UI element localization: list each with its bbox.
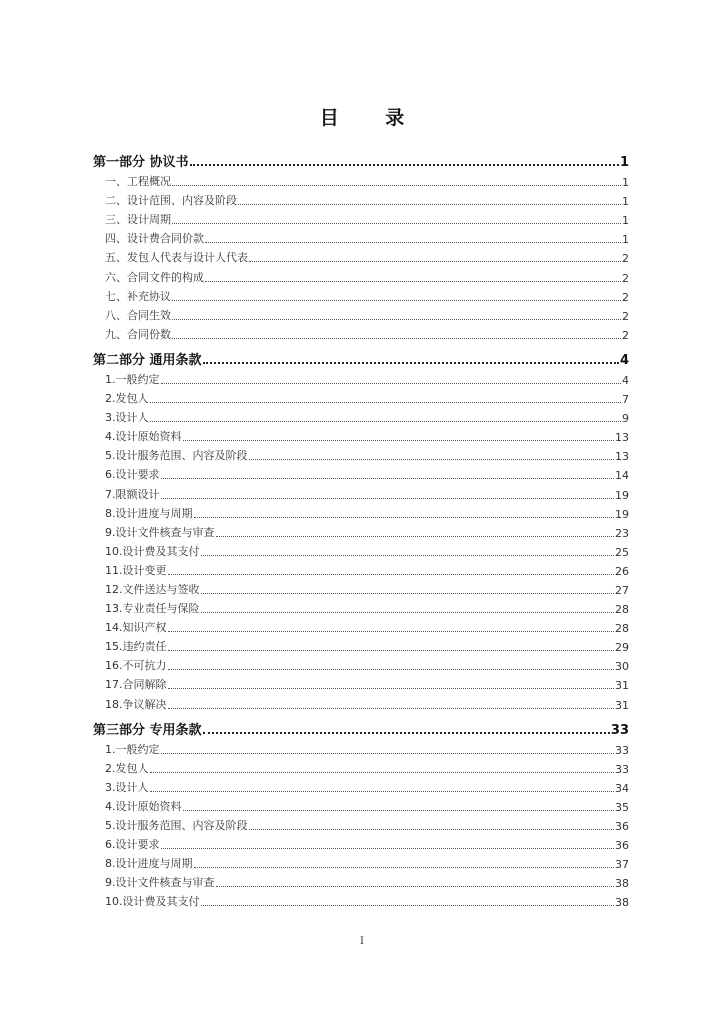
toc-page-number: 35	[615, 800, 629, 814]
toc-entry[interactable]	[93, 482, 629, 501]
toc-entry-label: 8.设计进度与周期	[105, 857, 193, 871]
toc-entry[interactable]	[93, 795, 629, 814]
toc-entry-label: 9.设计文件核查与审查	[105, 876, 215, 890]
toc-page-number: 31	[615, 698, 629, 712]
toc-page-number: 1	[622, 176, 629, 190]
toc-page-number: 26	[615, 564, 629, 578]
toc-entry[interactable]	[93, 387, 629, 406]
toc-entry-label: 9.设计文件核查与审查	[105, 525, 215, 539]
toc-page-number: 4	[619, 352, 629, 368]
toc-entry-label: 4.设计原始资料	[105, 799, 182, 813]
toc-leader-dots	[172, 223, 621, 224]
toc-leader-dots	[150, 791, 615, 792]
toc-entry-label: 10.设计费及其支付	[105, 544, 200, 558]
toc-leader-dots	[205, 281, 621, 282]
toc-entry[interactable]	[93, 852, 629, 871]
toc-entry[interactable]	[93, 738, 629, 757]
toc-entry-label: 2.发包人	[105, 392, 149, 406]
toc-entry[interactable]	[93, 890, 629, 909]
toc-leader-dots	[168, 631, 615, 632]
toc-entry[interactable]	[93, 227, 629, 246]
toc-entry[interactable]	[93, 265, 629, 284]
toc-entry[interactable]	[93, 559, 629, 578]
page-title: 目 录	[319, 107, 425, 129]
toc-entry-label: 九、合同份数	[105, 327, 171, 341]
toc-page-number: 19	[615, 507, 629, 521]
toc-page-number: 2	[622, 252, 629, 266]
toc-page-number: 9	[622, 412, 629, 426]
toc-leader-dots	[183, 440, 615, 441]
toc-leader-dots	[150, 402, 622, 403]
toc-leader-dots	[172, 185, 621, 186]
toc-entry[interactable]	[93, 578, 629, 597]
toc-entry[interactable]	[93, 189, 629, 208]
toc-leader-dots	[161, 848, 615, 849]
toc-entry-label: 三、设计周期	[105, 213, 171, 227]
toc-leader-dots	[161, 498, 615, 499]
toc-entry[interactable]	[93, 502, 629, 521]
toc-entry[interactable]	[93, 833, 629, 852]
toc-entry[interactable]	[93, 246, 629, 265]
toc-page-number: 38	[615, 896, 629, 910]
toc-leader-dots	[161, 753, 615, 754]
toc-leader-dots	[172, 300, 621, 301]
toc-page-number: 14	[615, 469, 629, 483]
toc-page-number: 2	[622, 328, 629, 342]
toc-page-number: 36	[615, 839, 629, 853]
toc-page-number: 23	[615, 526, 629, 540]
toc-page-number: 38	[615, 877, 629, 891]
toc-leader-dots	[172, 319, 621, 320]
toc-entry-label: 13.专业责任与保险	[105, 602, 200, 616]
toc-entry[interactable]	[93, 871, 629, 890]
toc-entry-label: 15.违约责任	[105, 640, 167, 654]
toc-page-number: 33	[615, 762, 629, 776]
toc-leader-dots	[168, 650, 615, 651]
toc-entry[interactable]	[93, 635, 629, 654]
toc-entry-label: 八、合同生效	[105, 308, 171, 322]
toc-leader-dots	[205, 242, 621, 243]
toc-page-number: 1	[622, 214, 629, 228]
toc-leader-dots	[168, 688, 615, 689]
toc-entry-label: 五、发包人代表与设计人代表	[105, 251, 248, 265]
toc-page-number: 7	[622, 393, 629, 407]
toc-entry-label: 1.一般约定	[105, 742, 160, 756]
toc-entry[interactable]	[93, 208, 629, 227]
table-of-contents	[93, 146, 629, 909]
toc-leader-dots	[249, 261, 621, 262]
toc-leader-dots	[168, 574, 615, 575]
toc-leader-dots	[168, 669, 615, 670]
toc-entry[interactable]	[93, 654, 629, 673]
toc-leader-dots	[201, 593, 615, 594]
toc-leader-dots	[201, 555, 615, 556]
toc-leader-dots	[194, 867, 615, 868]
toc-entry[interactable]	[93, 170, 629, 189]
toc-entry[interactable]	[93, 521, 629, 540]
toc-page-number: 19	[615, 488, 629, 502]
toc-entry[interactable]	[93, 444, 629, 463]
toc-entry-label: 11.设计变更	[105, 563, 167, 577]
toc-page-number: 28	[615, 622, 629, 636]
toc-leader-dots	[150, 772, 615, 773]
toc-page-number: 1	[622, 195, 629, 209]
toc-entry-label: 2.发包人	[105, 761, 149, 775]
toc-entry[interactable]	[93, 616, 629, 635]
toc-leader-dots	[249, 459, 615, 460]
toc-entry-label: 七、补充协议	[105, 289, 171, 303]
toc-section-heading[interactable]	[93, 714, 629, 738]
toc-entry[interactable]	[93, 323, 629, 342]
toc-entry[interactable]	[93, 673, 629, 692]
toc-page-number: 33	[610, 722, 629, 738]
toc-leader-dots	[161, 383, 622, 384]
toc-leader-dots	[203, 732, 610, 734]
toc-entry[interactable]	[93, 463, 629, 482]
toc-page-number: 30	[615, 660, 629, 674]
toc-page-number: 31	[615, 679, 629, 693]
toc-leader-dots	[172, 338, 621, 339]
toc-leader-dots	[183, 810, 615, 811]
toc-entry[interactable]	[93, 368, 629, 387]
toc-page-number: 27	[615, 583, 629, 597]
toc-page-number: 4	[622, 373, 629, 387]
toc-entry[interactable]	[93, 692, 629, 711]
toc-entry-label: 14.知识产权	[105, 621, 167, 635]
toc-entry-label: 四、设计费合同价款	[105, 232, 204, 246]
toc-page-number: 25	[615, 545, 629, 559]
toc-leader-dots	[203, 362, 619, 364]
toc-leader-dots	[201, 905, 615, 906]
toc-entry-label: 17.合同解除	[105, 678, 167, 692]
toc-entry[interactable]	[93, 304, 629, 323]
toc-entry[interactable]	[93, 814, 629, 833]
toc-page-number: 13	[615, 431, 629, 445]
toc-entry-label: 二、设计范围、内容及阶段	[105, 194, 237, 208]
toc-entry[interactable]	[93, 425, 629, 444]
toc-leader-dots	[238, 204, 621, 205]
toc-section-heading[interactable]	[93, 344, 629, 368]
toc-entry[interactable]	[93, 597, 629, 616]
toc-page-number: 34	[615, 781, 629, 795]
toc-leader-dots	[150, 421, 622, 422]
toc-entry-label: 六、合同文件的构成	[105, 270, 204, 284]
toc-page-number: 2	[622, 271, 629, 285]
toc-entry-label: 3.设计人	[105, 411, 149, 425]
toc-section-heading[interactable]	[93, 146, 629, 170]
toc-page-number: 1	[619, 155, 629, 170]
toc-page-number: 36	[615, 820, 629, 833]
toc-entry-label: 12.文件送达与签收	[105, 582, 200, 596]
toc-page-number: 37	[615, 858, 629, 872]
toc-entry-label: 5.设计服务范围、内容及阶段	[105, 819, 248, 832]
toc-page-number: 1	[622, 233, 629, 247]
toc-page-number: 28	[615, 603, 629, 617]
toc-entry-label: 10.设计费及其支付	[105, 895, 200, 909]
toc-entry-label: 3.设计人	[105, 780, 149, 794]
toc-entry-label: 7.限额设计	[105, 487, 160, 501]
toc-leader-dots	[249, 829, 615, 830]
toc-leader-dots	[216, 536, 615, 537]
toc-entry[interactable]	[93, 285, 629, 304]
toc-section-label: 第二部分 通用条款	[93, 352, 202, 368]
toc-entry-label: 8.设计进度与周期	[105, 506, 193, 520]
toc-entry-label: 一、工程概况	[105, 175, 171, 189]
toc-entry-label: 18.争议解决	[105, 697, 167, 711]
page-number: I	[360, 936, 364, 947]
toc-leader-dots	[168, 708, 615, 709]
toc-leader-dots	[201, 612, 615, 613]
toc-leader-dots	[190, 164, 619, 166]
toc-leader-dots	[216, 886, 615, 887]
toc-leader-dots	[161, 478, 615, 479]
toc-entry-label: 1.一般约定	[105, 372, 160, 386]
toc-page-number: 13	[615, 450, 629, 464]
toc-page-number: 29	[615, 641, 629, 655]
toc-section-label: 第三部分 专用条款	[93, 722, 202, 738]
toc-leader-dots	[194, 517, 615, 518]
toc-entry[interactable]	[93, 540, 629, 559]
toc-page-number: 33	[615, 743, 629, 757]
toc-entry[interactable]	[93, 776, 629, 795]
toc-section-label: 第一部分 协议书	[93, 155, 189, 170]
toc-entry[interactable]	[93, 406, 629, 425]
toc-page-number: 2	[622, 290, 629, 304]
toc-entry-label: 6.设计要求	[105, 838, 160, 852]
toc-page-number: 2	[622, 309, 629, 323]
toc-entry-label: 16.不可抗力	[105, 659, 167, 673]
toc-entry-label: 5.设计服务范围、内容及阶段	[105, 449, 248, 463]
toc-entry-label: 4.设计原始资料	[105, 430, 182, 444]
toc-entry[interactable]	[93, 757, 629, 776]
toc-entry-label: 6.设计要求	[105, 468, 160, 482]
